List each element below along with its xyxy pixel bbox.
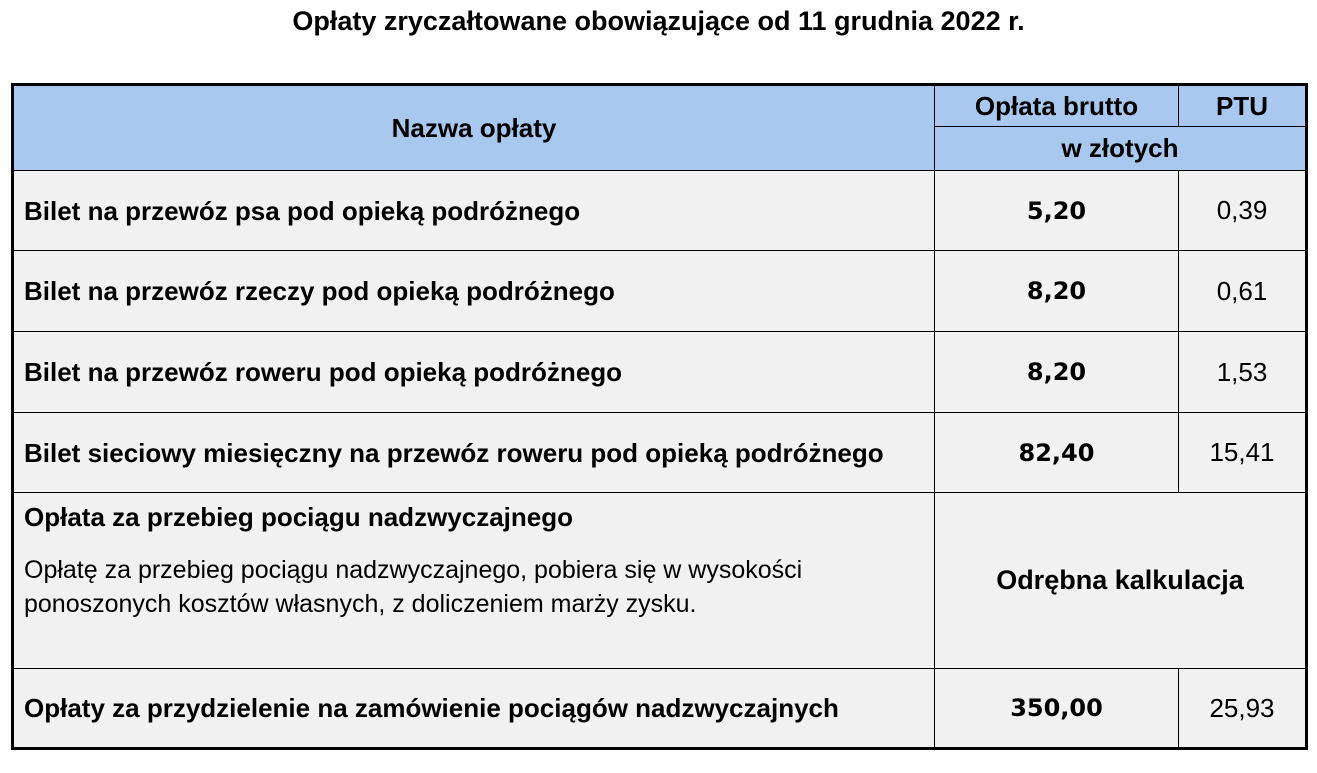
fee-brutto: 5,20 xyxy=(935,171,1179,251)
special-row xyxy=(13,493,1307,669)
header-brutto: Opłata brutto xyxy=(935,85,1179,127)
table-row xyxy=(13,669,1307,749)
fee-brutto: 350,00 xyxy=(935,669,1179,749)
fee-name: Bilet sieciowy miesięczny na przewóz roweru pod opieką podróżnego xyxy=(13,413,935,493)
fee-brutto: 82,40 xyxy=(935,413,1179,493)
fee-name: Bilet na przewóz rzeczy pod opieką podróżnego xyxy=(13,251,935,332)
special-fee-description: Opłatę za przebieg pociągu nadzwyczajnego, pobiera się w wysokości ponoszonych kosztów własnych, z doliczeniem marży zysku. xyxy=(24,556,803,618)
fee-ptu: 15,41 xyxy=(1179,413,1307,493)
fees-table xyxy=(11,83,1308,750)
fee-name: Bilet na przewóz psa pod opieką podróżnego xyxy=(13,171,935,251)
fee-name: Bilet na przewóz roweru pod opieką podróżnego xyxy=(13,332,935,413)
fee-brutto: 8,20 xyxy=(935,251,1179,332)
page-title: Opłaty zryczałtowane obowiązujące od 11 grudnia 2022 r. xyxy=(292,6,1025,36)
table-header-row xyxy=(13,85,1307,127)
header-ptu: PTU xyxy=(1179,85,1307,127)
header-unit: w złotych xyxy=(935,127,1307,171)
header-name: Nazwa opłaty xyxy=(13,85,935,171)
table-row xyxy=(13,251,1307,332)
fee-name: Opłaty za przydzielenie na zamówienie pociągów nadzwyczajnych xyxy=(13,669,935,749)
fee-ptu: 25,93 xyxy=(1179,669,1307,749)
table-row xyxy=(13,171,1307,251)
fee-ptu: 1,53 xyxy=(1179,332,1307,413)
special-fee-name: Opłata za przebieg pociągu nadzwyczajnego xyxy=(24,502,573,532)
special-fee-cell xyxy=(13,493,935,669)
special-fee-value: Odrębna kalkulacja xyxy=(935,493,1307,669)
fee-brutto: 8,20 xyxy=(935,332,1179,413)
fee-ptu: 0,61 xyxy=(1179,251,1307,332)
table-row xyxy=(13,413,1307,493)
table-row xyxy=(13,332,1307,413)
fee-ptu: 0,39 xyxy=(1179,171,1307,251)
